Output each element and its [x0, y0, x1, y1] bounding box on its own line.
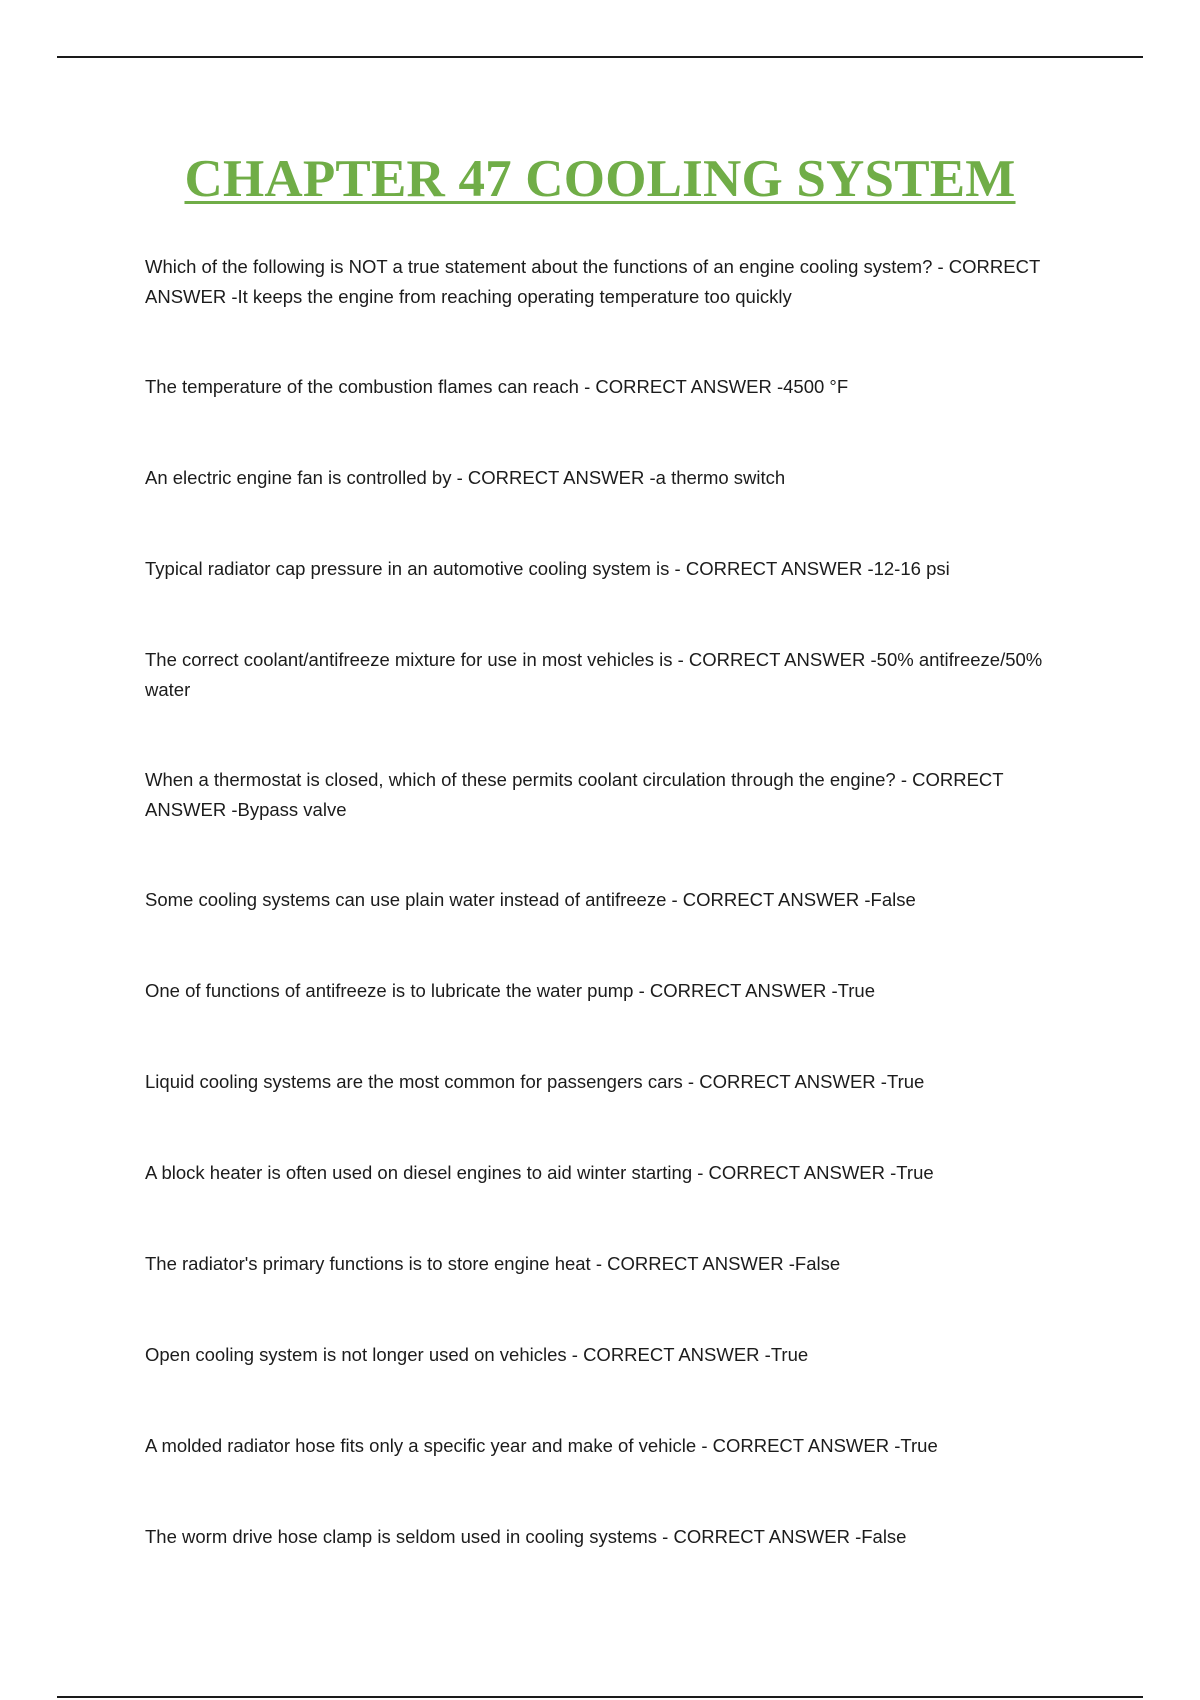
top-divider: [57, 56, 1143, 58]
qa-item: The correct coolant/antifreeze mixture for use in most vehicles is - CORRECT ANSWER -50% antifreeze/50% water: [145, 649, 1043, 700]
qa-item: Which of the following is NOT a true statement about the functions of an engine cooling system? - CORRECT ANSWER -It keeps the engine from reaching operating temperature too quickly: [145, 256, 1040, 307]
qa-item: Some cooling systems can use plain water instead of antifreeze - CORRECT ANSWER -False: [145, 889, 916, 910]
qa-item: One of functions of antifreeze is to lubricate the water pump - CORRECT ANSWER -True: [145, 980, 876, 1001]
qa-item: The radiator's primary functions is to store engine heat - CORRECT ANSWER -False: [145, 1253, 841, 1274]
qa-item: The temperature of the combustion flames can reach - CORRECT ANSWER -4500 °F: [145, 376, 849, 397]
qa-item: Open cooling system is not longer used on vehicles - CORRECT ANSWER -True: [145, 1344, 809, 1365]
qa-item: A molded radiator hose fits only a specific year and make of vehicle - CORRECT ANSWER -True: [145, 1435, 938, 1456]
qa-item: Typical radiator cap pressure in an automotive cooling system is - CORRECT ANSWER -12-16 psi: [145, 558, 950, 579]
bottom-divider: [57, 1696, 1143, 1698]
qa-list: [145, 252, 1050, 1613]
qa-item: An electric engine fan is controlled by - CORRECT ANSWER -a thermo switch: [145, 467, 786, 488]
qa-item: The worm drive hose clamp is seldom used in cooling systems - CORRECT ANSWER -False: [145, 1526, 907, 1547]
qa-item: Liquid cooling systems are the most common for passengers cars - CORRECT ANSWER -True: [145, 1071, 925, 1092]
qa-item: When a thermostat is closed, which of these permits coolant circulation through the engine? - CORRECT ANSWER -Bypass valve: [145, 769, 1004, 820]
page-title: CHAPTER 47 COOLING SYSTEM: [184, 150, 1016, 208]
qa-item: A block heater is often used on diesel engines to aid winter starting - CORRECT ANSWER -True: [145, 1162, 934, 1183]
